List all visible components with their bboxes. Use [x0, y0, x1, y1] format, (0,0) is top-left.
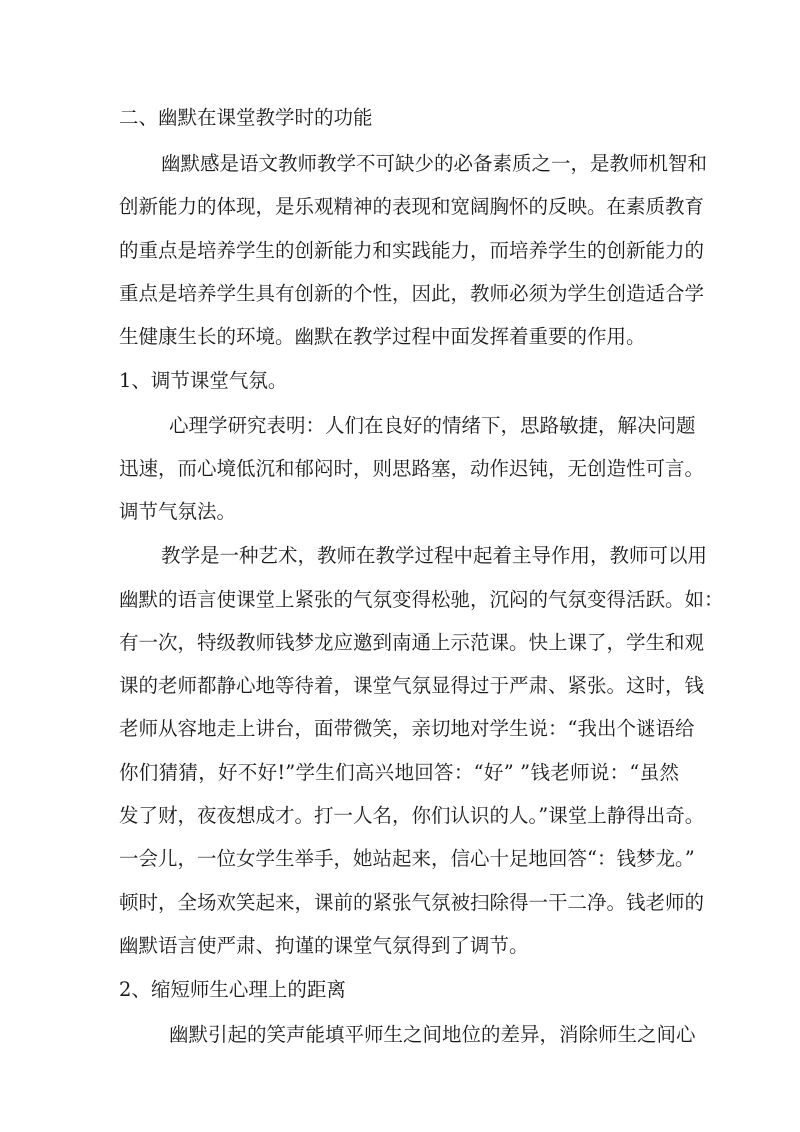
- paragraph-line: 幽默的语言使课堂上紧张的气氛变得松驰，沉闷的气氛变得活跃。如：: [119, 588, 724, 611]
- paragraph-line: 你们猜猜，好不好!”学生们高兴地回答：“好” ”钱老师说：“虽然: [119, 761, 679, 784]
- subsection-title: 1、调节课堂气氛。: [119, 369, 288, 392]
- paragraph-line: 心理学研究表明：人们在良好的情绪下，思路敏捷，解决问题: [169, 414, 696, 437]
- paragraph-line: 课的老师都静心地等待着，课堂气氛显得过于严肃、紧张。这时，钱: [119, 674, 705, 697]
- paragraph-line: 老师从容地走上讲台，面带微笑，亲切地对学生说：“我出个谜语给: [119, 717, 695, 740]
- paragraph-line: 发了财，夜夜想成才。打一人名，你们认识的人。”课堂上静得出奇。: [119, 804, 705, 827]
- section-heading: 二、幽默在课堂教学时的功能: [119, 106, 373, 129]
- paragraph-line: 顿时，全场欢笑起来，课前的紧张气氛被扫除得一干二净。钱老师的: [119, 891, 705, 914]
- paragraph-line: 调节气氛法。: [119, 500, 237, 523]
- paragraph-line: 一会儿，一位女学生举手，她站起来，信心十足地回答“：钱梦龙。”: [119, 847, 695, 870]
- paragraph-line: 有一次，特级教师钱梦龙应邀到南通上示范课。快上课了，学生和观: [119, 631, 705, 654]
- subsection-title: 2、缩短师生心理上的距离: [119, 978, 346, 1001]
- paragraph-line: 幽默引起的笑声能填平师生之间地位的差异，消除师生之间心: [169, 1023, 696, 1046]
- paragraph-line: 生健康生长的环境。幽默在教学过程中面发挥着重要的作用。: [119, 325, 646, 348]
- paragraph-line: 幽默语言使严肃、拘谨的课堂气氛得到了调节。: [119, 934, 529, 957]
- paragraph-line: 重点是培养学生具有创新的个性，因此，教师必须为学生创造适合学: [119, 282, 705, 305]
- paragraph-line: 创新能力的体现，是乐观精神的表现和宽阔胸怀的反映。在素质教育: [119, 195, 705, 218]
- paragraph-line: 的重点是培养学生的创新能力和实践能力，而培养学生的创新能力的: [119, 239, 705, 262]
- paragraph-line: 迅速，而心境低沉和郁闷时，则思路塞，动作迟钝，无创造性可言。: [119, 457, 705, 480]
- paragraph-line: 教学是一种艺术，教师在教学过程中起着主导作用，教师可以用: [161, 544, 708, 567]
- paragraph-line: 幽默感是语文教师教学不可缺少的必备素质之一，是教师机智和: [161, 152, 708, 175]
